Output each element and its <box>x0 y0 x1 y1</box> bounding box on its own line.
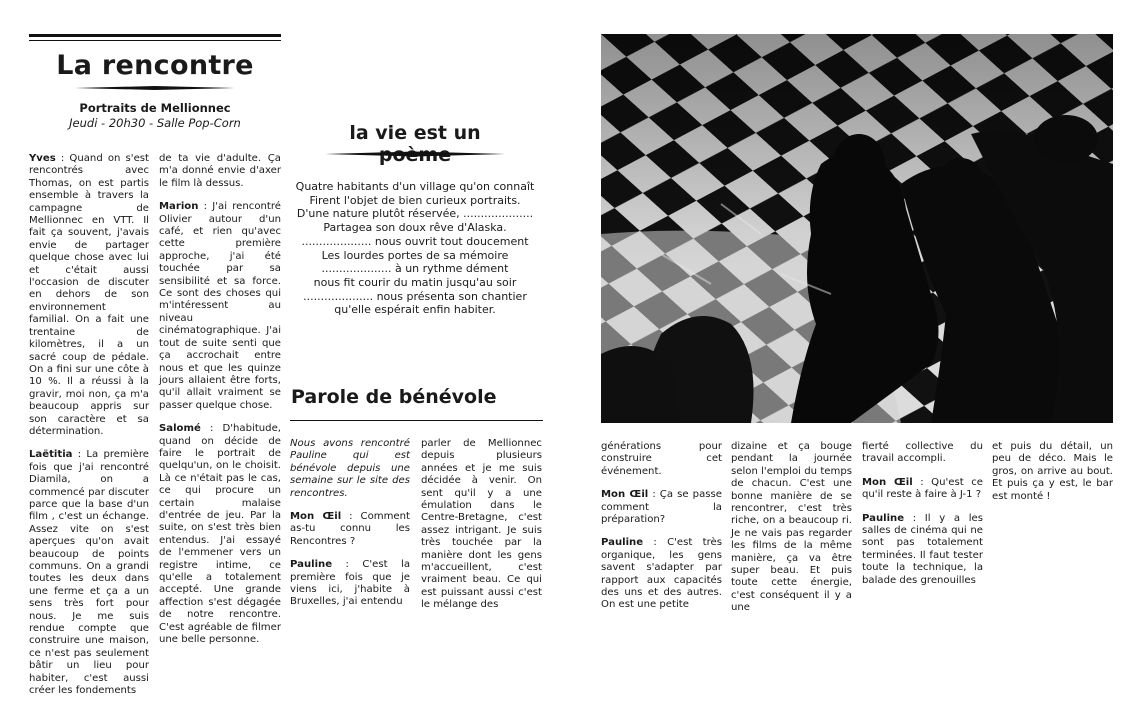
page-title: La rencontre <box>56 50 254 81</box>
text-column-1 <box>29 153 149 708</box>
schedule: Jeudi - 20h30 - Salle Pop-Corn <box>69 116 241 130</box>
speaker-name: Salomé <box>159 423 201 435</box>
speaker-name: Pauline <box>601 537 644 549</box>
answer-1 <box>290 559 410 609</box>
paragraph-text: : D'habitude, quand on décide de faire le portrait de quelqu'un, on le choisit. Là ce n'était pas le cas, ce qui procure un certain malaise d'entrée de jeu. Par la suite, on s'est très bien entendus. J'ai essayé de l'emmener vers un registre intime, ce qu'elle a totalement accepté. Une grande affection s'est dégagée de notre rencontre. C'est agréable de filmer une belle personne. <box>159 423 281 646</box>
question-3 <box>862 477 983 502</box>
paragraph-text: Nous avons rencontré Pauline qui est bénévole depuis une semaine sur le site des rencontres. <box>290 438 410 499</box>
paragraph-text: : J'ai rencontré Olivier autour d'un café, et rien qu'avec cette première approche, j'ai été touchée par sa sensibilité et sa force. Ce sont des choses qui m'intéressent au niveau cinématographique. J'ai tout de suite senti que ça accrochait entre nous et que les quinze jours allaient être forts, qu'il allait vraiment se passer quelque chose. <box>159 201 281 411</box>
paragraph-text: et puis du détail, un peu de déco. Mais le gros, on arrive au bout. Et puis ça y est, le bar est monté ! <box>992 441 1113 502</box>
paragraph-continuation <box>601 441 722 478</box>
poem-line: qu'elle espérait enfin habiter. <box>334 303 496 317</box>
question-2 <box>601 489 722 526</box>
speaker-name: Pauline <box>862 512 905 524</box>
poem-line: Quatre habitants d'un village qu'on connaît <box>295 180 535 193</box>
answer-2 <box>601 537 722 611</box>
paragraph-text: : La première fois que j'ai rencontré Diamila, on a commencé par discuter parce que la base d'un film , c'est un échange. Assez vite on s'est aperçues qu'on avait beaucoup de points communs. On a grandi toutes les deux dans une ferme et ça a un sens très fort pour nous. Je me suis rendue compte que construire une maison, ce n'est pas seulement bâtir un lieu pour habiter, c'est aussi créer les fondements <box>29 449 149 697</box>
paragraph-text: générations pour construire cet événement. <box>601 441 722 477</box>
paragraph-text: parler de Mellionnec depuis plusieurs années et je me suis décidée à venir. On sent qu'il y a une émulation dans le Centre-Bretagne, c'est assez intrigant. Je suis très touchée par la manière dont les gens m'accueillent, c'est vraiment beau. Ce qui est puissant aussi c'est le mélange des <box>421 438 542 611</box>
poem-line: .................... nous ouvrit tout doucement <box>301 234 529 248</box>
poem-line: D'une nature plutôt réservée, .................... <box>296 207 534 221</box>
speaker-name: Mon Œil <box>290 511 342 523</box>
poem-body <box>290 180 540 317</box>
answer-3-continued <box>992 441 1113 503</box>
paragraph-laetitia <box>29 449 149 697</box>
speaker-name: Laëtitia <box>29 449 73 461</box>
benevole-column-1 <box>290 438 410 620</box>
paragraph-salome <box>159 423 281 646</box>
title-underline-ornament <box>75 84 235 92</box>
paragraph-marion <box>159 201 281 412</box>
text-column-2 <box>159 153 281 657</box>
paragraph-text: de ta vie d'adulte. Ça m'a donné envie d'axer le film là dessus. <box>159 153 281 189</box>
poem-line: Les lourdes portes de sa mémoire <box>321 248 509 262</box>
paragraph-text: fierté collective du travail accompli. <box>862 441 983 465</box>
question-1 <box>290 511 410 548</box>
poem-line: .................... à un rythme dément <box>321 262 509 276</box>
paragraph-text: : C'est très organique, les gens savent s'adapter par rapport aux capacités des uns et des autres. On est une petite <box>601 537 722 611</box>
paragraph-continuation <box>862 441 983 466</box>
shadows-photo <box>601 34 1113 423</box>
answer-1-continued <box>421 438 542 612</box>
subtitle: Portraits de Mellionnec <box>79 101 231 115</box>
poem-line: nous fit courir du matin jusqu'au soir <box>313 275 517 289</box>
poem-title-ornament <box>325 150 505 158</box>
paragraph-text: dizaine et ça bouge pendant la journée selon l'emploi du temps de chacun. C'est une bonne manière de se rencontrer, c'est très riche, on a beaucoup ri. Je ne vais pas regarder les films de la même manière, ça va être super beau. Et puis toute cette énergie, c'est conséquent il y a une <box>731 441 852 614</box>
answer-2-continued <box>731 441 852 615</box>
poem-line: Firent l'objet de bien curieux portraits. <box>309 193 521 207</box>
intro-paragraph <box>290 438 410 500</box>
paragraph-continuation <box>159 153 281 190</box>
poem-line: Partagea son doux rêve d'Alaska. <box>323 221 507 235</box>
right-column-2 <box>731 441 852 626</box>
paragraph-text: : Qu'est ce qu'il reste à faire à J-1 ? <box>862 476 983 501</box>
section-rule <box>290 420 543 421</box>
paragraph-text: : Comment as-tu connu les Rencontres ? <box>290 511 410 547</box>
right-column-1 <box>601 441 722 623</box>
poem-title: la vie est un <box>349 122 481 144</box>
paragraph-text: : Ça se passe comment la préparation? <box>601 489 722 526</box>
paragraph-text: : Quand on s'est rencontrés avec Thomas, on est partis ensemble à travers la campagne de Mellionnec en VTT. Il fait ça souvent, j'avais envie de partager quelque chose avec lui et c'était aussi l'occasion de discuter en dehors de son environnement familial. On a fait une trentaine de kilomètres, il a un sacré coup de pédale. On a fini sur une côte à 10 %. Il a réussi à la gravir, moi non, ça m'a beaucoup appris sur son caractère et sa détermination. <box>29 153 149 437</box>
section-title-benevole: Parole de bénévole <box>291 386 497 408</box>
speaker-name: Mon Œil <box>862 476 913 488</box>
paragraph-yves <box>29 153 149 438</box>
answer-3 <box>862 513 983 587</box>
speaker-name: Marion <box>159 201 199 213</box>
right-column-4 <box>992 441 1113 514</box>
benevole-column-2 <box>421 438 542 623</box>
speaker-name: Pauline <box>290 559 333 571</box>
paragraph-text: : C'est la première fois que je viens ici, j'habite à Bruxelles, j'ai entendu <box>290 559 410 608</box>
top-rule-thick <box>29 34 281 37</box>
speaker-name: Yves <box>29 153 56 164</box>
right-column-3 <box>862 441 983 598</box>
poem-line: .................... nous présenta son chantier <box>303 289 527 303</box>
top-rule-thin <box>29 40 281 41</box>
speaker-name: Mon Œil <box>601 489 649 501</box>
paragraph-text: : Il y a les salles de cinéma qui ne sont pas totalement terminées. Il faut tester toute la technique, la balade des grenouilles <box>862 512 983 586</box>
